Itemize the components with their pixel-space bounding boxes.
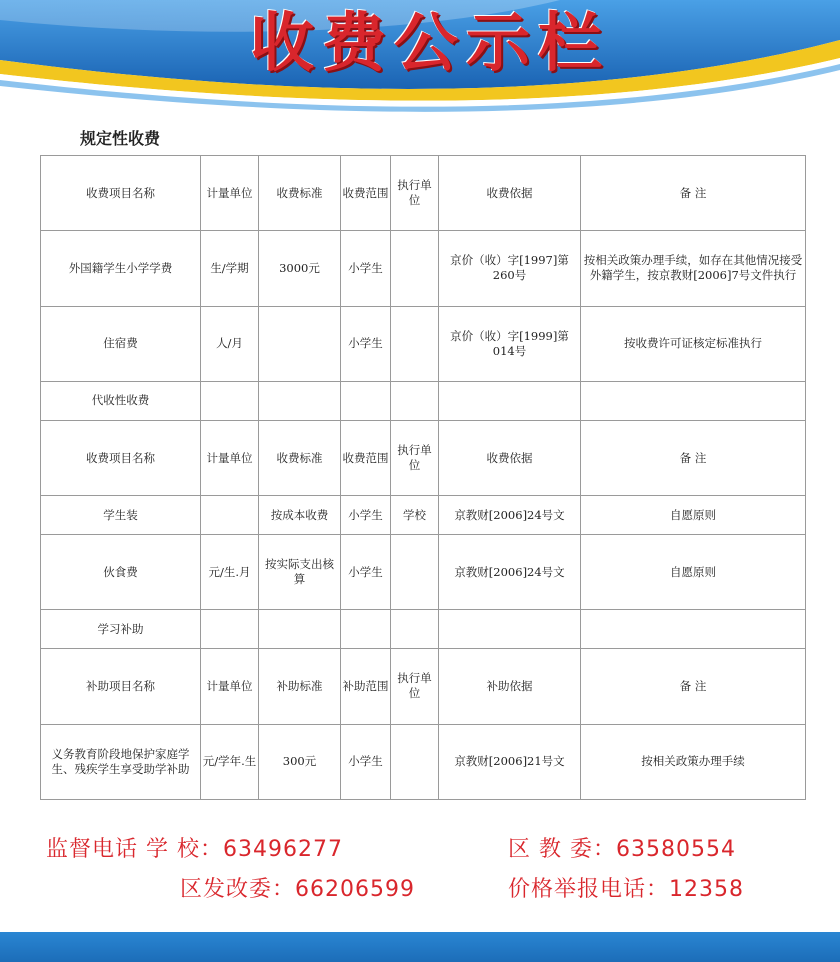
table-cell: [201, 496, 259, 535]
table-cell: [581, 381, 806, 420]
table-row: [41, 306, 806, 381]
table-cell: 3000元: [259, 231, 341, 306]
district-edu-phone: 区 教 委：63580554: [508, 837, 736, 862]
table-cell: 收费项目名称: [41, 420, 201, 495]
table-cell: 生/学期: [201, 231, 259, 306]
table-cell: 小学生: [341, 724, 391, 799]
table-cell: 伙食费: [41, 535, 201, 610]
table-cell: 补助依据: [439, 649, 581, 724]
table-cell: 小学生: [341, 231, 391, 306]
table-row: [41, 535, 806, 610]
table-cell: 学习补助: [41, 610, 201, 649]
table-cell: 学校: [391, 496, 439, 535]
table-cell: 按相关政策办理手续: [581, 724, 806, 799]
page-title: 收费公示栏: [250, 7, 610, 81]
school-phone: 监督电话 学 校：63496277: [46, 837, 343, 862]
table-cell: 补助标准: [259, 649, 341, 724]
table-cell: [259, 306, 341, 381]
table-cell: 收费项目名称: [41, 156, 201, 231]
table-cell: [259, 610, 341, 649]
table-cell: 京教财[2006]21号文: [439, 724, 581, 799]
table-cell: 收费依据: [439, 156, 581, 231]
table-cell: 300元: [259, 724, 341, 799]
table-cell: 小学生: [341, 306, 391, 381]
table-cell: 补助范围: [341, 649, 391, 724]
table-cell: 自愿原则: [581, 496, 806, 535]
table-cell: 执行单位: [391, 420, 439, 495]
table-cell: 收费标准: [259, 420, 341, 495]
table-cell: 补助项目名称: [41, 649, 201, 724]
table-cell: [259, 381, 341, 420]
table-cell: 京价（收）字[1997]第260号: [439, 231, 581, 306]
table-cell: 义务教育阶段地保护家庭学生、残疾学生享受助学补助: [41, 724, 201, 799]
table-cell: 学生装: [41, 496, 201, 535]
price-hotline: 价格举报电话：12358: [508, 877, 744, 902]
table-cell: 住宿费: [41, 306, 201, 381]
table-cell: [391, 381, 439, 420]
table-cell: 京价（收）字[1999]第014号: [439, 306, 581, 381]
table-cell: 收费范围: [341, 156, 391, 231]
table-row: [41, 381, 806, 420]
table-row: [41, 156, 806, 231]
table-cell: 外国籍学生小学学费: [41, 231, 201, 306]
table-cell: 代收性收费: [41, 381, 201, 420]
table-cell: 自愿原则: [581, 535, 806, 610]
table-cell: [439, 381, 581, 420]
table-cell: 京教财[2006]24号文: [439, 496, 581, 535]
table-row: [41, 231, 806, 306]
table-cell: 小学生: [341, 496, 391, 535]
fee-table: [40, 155, 806, 800]
table-cell: 备 注: [581, 649, 806, 724]
table-cell: 人/月: [201, 306, 259, 381]
table-cell: 元/生.月: [201, 535, 259, 610]
table-cell: [391, 306, 439, 381]
table-cell: 收费标准: [259, 156, 341, 231]
table-cell: [391, 724, 439, 799]
table-cell: 计量单位: [201, 156, 259, 231]
table-cell: 按实际支出核算: [259, 535, 341, 610]
reform-commission-phone: 区发改委：66206599: [180, 877, 415, 902]
table-cell: [439, 610, 581, 649]
table-cell: 按相关政策办理手续，如存在其他情况接受外籍学生，按京教财[2006]7号文件执行: [581, 231, 806, 306]
table-cell: 元/学年.生: [201, 724, 259, 799]
table-cell: 小学生: [341, 535, 391, 610]
table-cell: 计量单位: [201, 420, 259, 495]
table-cell: [581, 610, 806, 649]
table-cell: [391, 231, 439, 306]
table-cell: 执行单位: [391, 156, 439, 231]
table-cell: 执行单位: [391, 649, 439, 724]
table-row: [41, 724, 806, 799]
table-cell: 按收费许可证核定标准执行: [581, 306, 806, 381]
table-cell: 备 注: [581, 420, 806, 495]
table-cell: 按成本收费: [259, 496, 341, 535]
contact-section: [0, 826, 840, 906]
section-title: 规定性收费: [80, 129, 161, 148]
table-cell: [341, 381, 391, 420]
table-row: [41, 649, 806, 724]
table-cell: 收费依据: [439, 420, 581, 495]
table-cell: 备 注: [581, 156, 806, 231]
table-cell: [201, 610, 259, 649]
table-row: [41, 420, 806, 495]
table-cell: 计量单位: [201, 649, 259, 724]
table-cell: [391, 535, 439, 610]
footer-bar: [0, 932, 840, 962]
table-cell: 收费范围: [341, 420, 391, 495]
table-cell: 京教财[2006]24号文: [439, 535, 581, 610]
table-cell: [341, 610, 391, 649]
table-row: [41, 610, 806, 649]
table-row: [41, 496, 806, 535]
table-cell: [391, 610, 439, 649]
table-cell: [201, 381, 259, 420]
